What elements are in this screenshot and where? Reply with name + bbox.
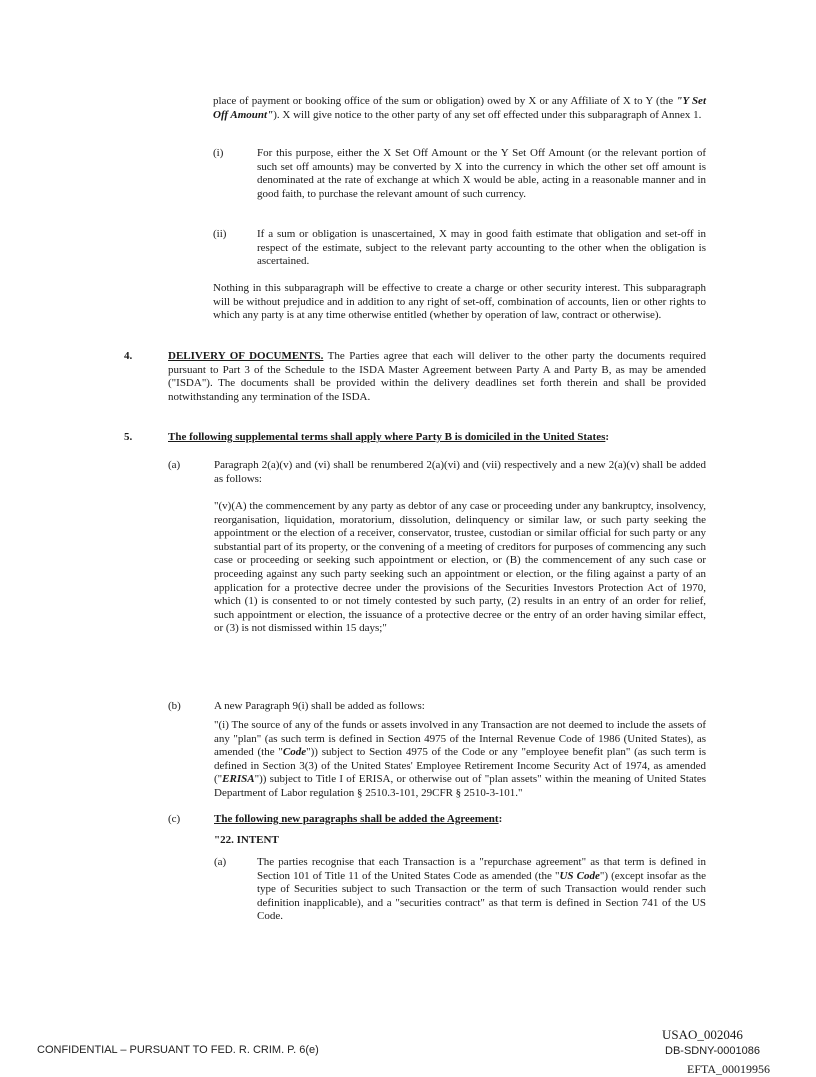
code-term: Code — [282, 746, 307, 759]
intro-paragraph — [213, 95, 706, 122]
erisa-term: ERISA — [222, 773, 255, 786]
section-5-colon: : — [605, 431, 610, 443]
sub-i-label: (i) — [213, 147, 224, 159]
item-a-label: (a) — [168, 459, 181, 471]
section-5-heading-text: The following supplemental terms shall apply where Party B is domiciled in the United States — [168, 431, 606, 443]
intro-text-end: ). X will give notice to the other party of any set off effected under this subparagraph of Annex 1. — [273, 108, 702, 121]
item-b-label: (b) — [168, 700, 181, 712]
bates-db-sdny: DB-SDNY-0001086 — [665, 1045, 760, 1057]
item-b-quote-1: "(i) The source of any of the funds or assets involved in any Transaction are not deemed to include the assets of any "plan" (as such term is defined in Section 4975 of the Internal Revenue Code of 1986 (United States), as amended (the " — [214, 719, 706, 759]
item-c-heading — [214, 813, 502, 827]
sub-ii-paragraph: If a sum or obligation is unascertained, X may in good faith estimate that obligation and set-off in respect of the estimate, subject to the relevant party accounting to the other when the obligation is ascertained. — [257, 228, 706, 268]
intent-a-paragraph — [257, 856, 706, 924]
sub-i-paragraph: For this purpose, either the X Set Off Amount or the Y Set Off Amount (or the relevant portion of such set off amounts) may be converted by X into the currency in which the other set off amount is denominated at the rate of exchange at which X would be able, acting in a reasonable manner and in good faith, to purchase the relevant amount of such currency. — [257, 147, 706, 200]
item-a-quote: "(v)(A) the commencement by any party as debtor of any case or proceeding under any bankruptcy, insolvency, reorganisation, liquidation, moratorium, dissolution, delinquency or similar law, or such party seeking the appointment or the election of a receiver, conservator, trustee, custodian or similar official for such party or any substantial part of its property, or the convening of a meeting of creditors for purposes of commencing any such case or proceeding or seeking such appointment or election, or (B) the commencement of any such case or proceeding against any such party seeking such an appointment or election, or the filing against a party of an application for a protective decree under the provisions of the Securities Investors Protection Act of 1970, which (1) is consented to or not timely contested by such party, (2) results in an entry of an order for relief, such appointment or election, the issuance of a protective decree or the entry of an order having similar effect, or (3) is not dismissed within 15 days;" — [214, 500, 707, 635]
item-c-heading-text: The following new paragraphs shall be added the Agreement — [214, 813, 499, 825]
nothing-paragraph: Nothing in this subparagraph will be effective to create a charge or other security interest. This subparagraph will be without prejudice and in addition to any right of set-off, combination of accounts, lien or other rights to which any party is at any time otherwise entitled (whether by operation of law, contract or otherwise). — [213, 282, 706, 322]
section-5-number: 5. — [124, 431, 133, 443]
us-code-term: US Code — [559, 869, 600, 882]
item-b-quote-3: ")) subject to Title I of ERISA, or otherwise out of "plan assets" within the meaning of United States Department of Labor regulation § 2510.3-101, 29CFR § 2510-3-101." — [214, 773, 706, 799]
item-b-quote-2: ")) subject to Section 4975 of the Code or any "employee benefit plan" (as such term is defined in Section 3(3) of the United States' Employee Retirement Income Security Act of 1974, as amended (" — [214, 746, 707, 786]
item-b-quote — [214, 719, 706, 801]
defined-term: "Y Set Off Amount" — [213, 95, 706, 121]
intent-a-text-1: The parties recognise that each Transaction is a "repurchase agreement" as that term is defined in Section 101 of Title 11 of the United States Code as amended (the " — [257, 856, 706, 882]
section-4-text: The Parties agree that each will deliver to the other party the documents required pursuant to Part 3 of the Schedule to the ISDA Master Agreement between Party A and Party B, as may be amended ("ISDA"). The documents shall be provided within the delivery deadlines set forth therein and shall be provided notwithstanding any termination of the ISDA. — [168, 350, 706, 403]
sub-ii-label: (ii) — [213, 228, 227, 240]
item-b-paragraph: A new Paragraph 9(i) shall be added as follows: — [214, 700, 425, 712]
item-c-label: (c) — [168, 813, 181, 825]
intent-title: "22. INTENT — [214, 834, 279, 846]
item-c-colon: : — [498, 813, 503, 825]
intent-a-text-2: ") (except insofar as the type of Securities subject to such Transaction or the term of such Transaction would render such definition inapplicable), and a "securities contract" as that term is defined in Section 741 of the US Code. — [257, 869, 706, 923]
intro-text: place of payment or booking office of the sum or obligation) owed by X or any Affiliate of X to Y (the — [213, 95, 677, 107]
section-5-heading — [168, 431, 609, 445]
confidential-footer: CONFIDENTIAL – PURSUANT TO FED. R. CRIM. P. 6(e) — [37, 1044, 319, 1056]
bates-efta: EFTA_00019956 — [687, 1062, 771, 1076]
intent-a-label: (a) — [214, 856, 227, 868]
bates-usao: USAO_002046 — [662, 1027, 743, 1042]
section-4-paragraph — [168, 350, 706, 404]
section-4-number: 4. — [124, 350, 133, 362]
item-a-paragraph: Paragraph 2(a)(v) and (vi) shall be renumbered 2(a)(vi) and (vii) respectively and a new 2(a)(v) shall be added as follows: — [214, 459, 706, 485]
section-4-heading: DELIVERY OF DOCUMENTS. — [168, 350, 324, 362]
